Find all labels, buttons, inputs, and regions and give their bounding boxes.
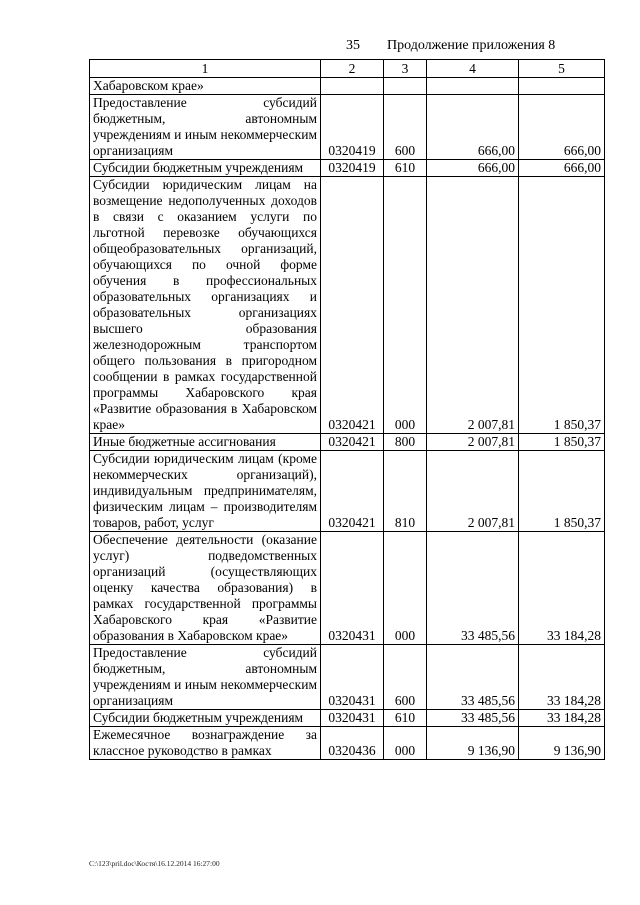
row-name: Обеспечение деятельности (оказание услуг) подведомственных организаций (осуществляющих оценку качества образования) в рамках государственной программы Хабаровского края «Развитие образования в Хабаровском крае»	[90, 532, 321, 645]
row-amount-col4: 33 485,56	[427, 532, 519, 645]
row-name: Субсидии юридическим лицам (кроме некоммерческих организаций), индивидуальным предпринимателям, физическим лицам – производителям товаров, работ, услуг	[90, 451, 321, 532]
row-kind: 610	[384, 160, 427, 177]
row-amount-col5: 33 184,28	[519, 645, 605, 710]
row-name: Субсидии бюджетным учреждениям	[90, 710, 321, 727]
row-code: 0320419	[321, 160, 384, 177]
row-name: Субсидии юридическим лицам на возмещение недополученных доходов в связи с оказанием услуги по льготной перевозке обучающихся общеобразовательных организаций, обучающихся по очной форме обучения в профессиональных образовательных организациях и образовательных организациях высшего образования железнодорожным транспортом общего пользования в пригородном сообщении в рамках государственной программы Хабаровского края «Развитие образования в Хабаровском крае»	[90, 177, 321, 434]
row-kind: 810	[384, 451, 427, 532]
file-path-footer: C:\123\pril.doc\Костя\16.12.2014 16:27:00	[89, 859, 220, 868]
table-row	[90, 160, 605, 177]
row-name: Предоставление субсидий бюджетным, автономным учреждениям и иным некоммерческим организациям	[90, 95, 321, 160]
appendix-title: Продолжение приложения 8	[387, 38, 556, 53]
row-amount-col5: 666,00	[519, 160, 605, 177]
row-kind: 000	[384, 727, 427, 760]
page-number: 35	[346, 38, 360, 53]
row-amount-col5: 1 850,37	[519, 451, 605, 532]
row-name: Субсидии бюджетным учреждениям	[90, 160, 321, 177]
row-amount-col4: 666,00	[427, 95, 519, 160]
row-kind	[384, 78, 427, 95]
page-header	[346, 38, 555, 54]
row-name: Хабаровском крае»	[90, 78, 321, 95]
row-amount-col5: 1 850,37	[519, 177, 605, 434]
row-amount-col5	[519, 78, 605, 95]
column-number-row	[90, 60, 605, 78]
row-name: Ежемесячное вознаграждение за классное руководство в рамках	[90, 727, 321, 760]
column-header: 3	[384, 60, 427, 78]
column-header: 4	[427, 60, 519, 78]
table-row	[90, 727, 605, 760]
table-row	[90, 434, 605, 451]
column-header: 5	[519, 60, 605, 78]
table-row	[90, 451, 605, 532]
row-name: Предоставление субсидий бюджетным, автономным учреждениям и иным некоммерческим организациям	[90, 645, 321, 710]
row-code: 0320436	[321, 727, 384, 760]
row-code: 0320421	[321, 451, 384, 532]
row-code: 0320431	[321, 710, 384, 727]
row-amount-col5: 1 850,37	[519, 434, 605, 451]
row-amount-col5: 9 136,90	[519, 727, 605, 760]
row-amount-col4: 2 007,81	[427, 434, 519, 451]
column-header: 2	[321, 60, 384, 78]
row-kind: 610	[384, 710, 427, 727]
row-amount-col4	[427, 78, 519, 95]
row-code: 0320421	[321, 434, 384, 451]
row-code: 0320419	[321, 95, 384, 160]
budget-table	[89, 59, 605, 760]
row-amount-col4: 2 007,81	[427, 451, 519, 532]
table-row	[90, 532, 605, 645]
row-kind: 000	[384, 532, 427, 645]
row-amount-col4: 666,00	[427, 160, 519, 177]
column-header: 1	[90, 60, 321, 78]
table-row	[90, 710, 605, 727]
row-name: Иные бюджетные ассигнования	[90, 434, 321, 451]
row-amount-col5: 666,00	[519, 95, 605, 160]
row-code	[321, 78, 384, 95]
row-kind: 800	[384, 434, 427, 451]
row-kind: 600	[384, 645, 427, 710]
table-row	[90, 177, 605, 434]
row-code: 0320431	[321, 532, 384, 645]
row-kind: 600	[384, 95, 427, 160]
row-kind: 000	[384, 177, 427, 434]
table-row	[90, 78, 605, 95]
row-amount-col5: 33 184,28	[519, 532, 605, 645]
row-code: 0320431	[321, 645, 384, 710]
row-amount-col4: 2 007,81	[427, 177, 519, 434]
row-amount-col4: 33 485,56	[427, 645, 519, 710]
table-row	[90, 95, 605, 160]
table-row	[90, 645, 605, 710]
row-code: 0320421	[321, 177, 384, 434]
row-amount-col5: 33 184,28	[519, 710, 605, 727]
row-amount-col4: 33 485,56	[427, 710, 519, 727]
row-amount-col4: 9 136,90	[427, 727, 519, 760]
